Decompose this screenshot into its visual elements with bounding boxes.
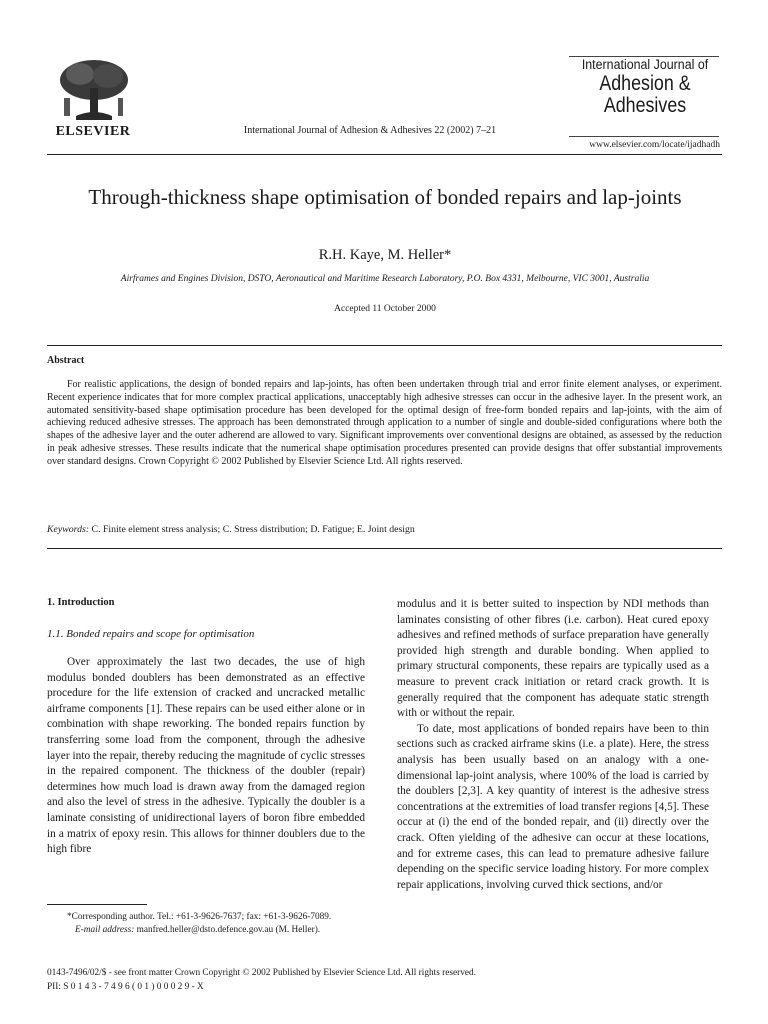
brand-bottom-rule <box>569 136 719 137</box>
keywords <box>47 524 722 535</box>
copyright-line: 0143-7496/02/$ - see front matter Crown Copyright © 2002 Published by Elsevier Science Ltd. All rights reserved. <box>47 968 476 978</box>
right-column-paragraph-2: To date, most applications of bonded repairs have been to thin sections such as cracked airframe skins (i.e. a plate). Here, the stress analysis has been usually based on an analogy with a one-dimensional lap-joint analysis, where 100% of the load is carried by the doublers [2,3]. A key quantity of interest is the adhesive stress concentrations at the extremities of load transfer regions [4,5]. These occur at (i) the end of the bonded repair, and (ii) directly over the crack. Often yielding of the adhesive can occur at these locations, and for extreme cases, this can lead to premature adhesive failure depending on the specific service loading history. For more complex repair applications, involving curved thick sections, and/or <box>397 722 709 891</box>
right-column-paragraph-1: modulus and it is better suited to inspection by NDI methods than laminates consisting of other fibres (i.e. carbon). Heat cured epoxy adhesives and refined methods of surface preparation have generally provided high strength and durable bonding. When applied to primary structural components, these repairs are typically used as a measure to prevent crack initiation or retard crack growth. It is generally required that the component has adequate static strength with or without the repair. <box>397 598 709 720</box>
publisher-name: ELSEVIER <box>55 124 131 139</box>
elsevier-tree-logo <box>56 58 132 124</box>
section-heading: 1. Introduction <box>47 597 115 608</box>
author-affiliation: Airframes and Engines Division, DSTO, Aeronautical and Maritime Research Laboratory, P.O. Box 4331, Melbourne, VIC 3001, Australia <box>120 274 650 284</box>
subsection-heading: 1.1. Bonded repairs and scope for optimisation <box>47 628 255 640</box>
journal-brand <box>570 57 720 135</box>
brand-line-3: Adhesives <box>603 94 687 117</box>
accepted-date: Accepted 11 October 2000 <box>334 304 436 314</box>
footnote <box>47 911 365 937</box>
keywords-label: Keywords: <box>47 524 90 535</box>
right-column <box>397 597 709 893</box>
journal-citation: International Journal of Adhesion & Adhesives 22 (2002) 7–21 <box>243 125 497 136</box>
front-matter-notice <box>47 966 722 994</box>
abstract-text: For realistic applications, the design of bonded repairs and lap-joints, has often been undertaken through trial and error finite element analyses, or experiment. Recent experience indicates that for more complex practical applications, unacceptably high adhesive stresses can occur in the adhesive layer. In the present work, an automated sensitivity-based shape optimisation procedure has been developed for the optimal design of free-form bonded repairs and lap-joints, with the aim of achieving reduced adhesive stresses. The approach has been demonstrated through application to a number of single and double-sided configurations where both the shapes of the adhesive layer and the outer adherend are allowed to vary. Significant improvements over conventional designs are obtained, as assessed by the reduction in peak adhesive stresses. These results indicate that the numerical shape optimisation procedures presented can provide designs that offer substantial improvements over standard designs. Crown Copyright © 2002 Published by Elsevier Science Ltd. All rights reserved. <box>47 379 722 467</box>
brand-line-2: Adhesion & <box>599 72 691 95</box>
brand-line-1: International Journal of <box>581 57 709 72</box>
corresponding-author-note: *Corresponding author. Tel.: +61-3-9626-7637; fax: +61-3-9626-7089. <box>67 912 332 922</box>
email-label: E-mail address: <box>75 925 135 935</box>
journal-url-link[interactable]: www.elsevier.com/locate/ijadhadh <box>589 140 720 150</box>
abstract-heading: Abstract <box>47 355 85 366</box>
abstract-top-divider <box>47 345 722 346</box>
article-authors: R.H. Kaye, M. Heller* <box>318 247 452 263</box>
header-divider <box>47 154 722 155</box>
keywords-text: C. Finite element stress analysis; C. Stress distribution; D. Fatigue; E. Joint design <box>91 524 415 535</box>
article-title: Through-thickness shape optimisation of bonded repairs and lap-joints <box>88 185 682 209</box>
footnote-divider <box>47 904 147 905</box>
email-address-link[interactable]: manfred.heller@dsto.defence.gov.au (M. Heller). <box>136 925 321 935</box>
left-column-paragraph: Over approximately the last two decades, the use of high modulus bonded doublers has been demonstrated as an effective procedure for the life extension of cracked and uncracked metallic airframe components [1]. These repairs can be used either alone or in combination with shape reworking. The bonded repairs function by transferring some load from the component, through the adhesive layer into the repair, thereby reducing the magnitude of cyclic stresses in the repaired component. The thickness of the doubler (repair) determines how much load is drawn away from the damaged region and also the level of stress in the adhesive. Typically the doubler is a laminate consisting of unidirectional layers of boron fibre embedded in a matrix of epoxy resin. This allows for thinner doublers due to the high fibre <box>47 656 365 856</box>
keywords-divider <box>47 548 722 549</box>
pii-line: PII: S 0 1 4 3 - 7 4 9 6 ( 0 1 ) 0 0 0 2 9 - X <box>47 982 204 992</box>
email-line <box>47 924 365 937</box>
